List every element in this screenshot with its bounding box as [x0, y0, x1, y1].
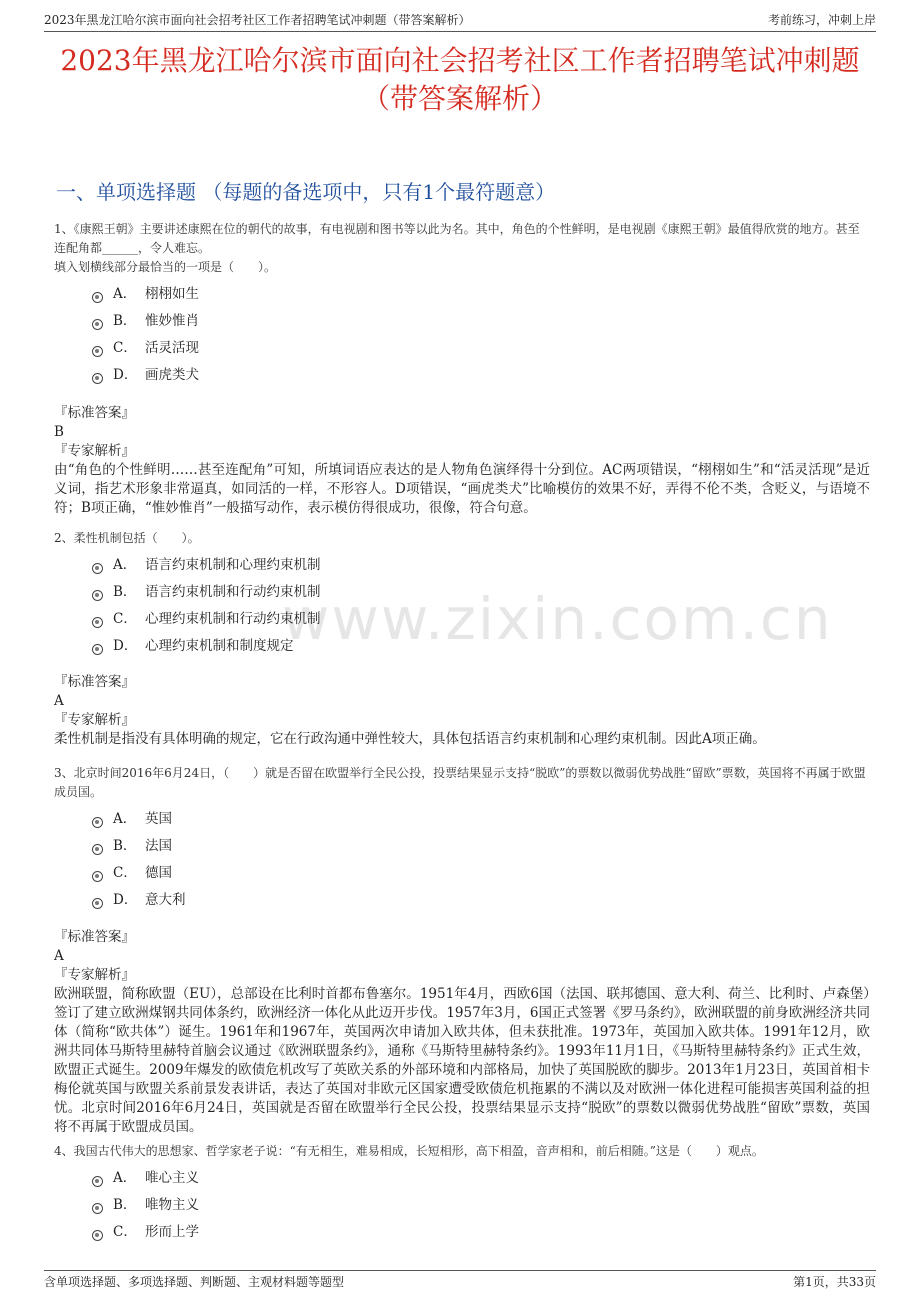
answer-block-2 — [54, 673, 870, 749]
option-c[interactable]: C． 心理约束机制和行动约束机制 — [54, 606, 870, 633]
option-d[interactable]: D． 心理约束机制和制度规定 — [54, 633, 870, 660]
footer-left-text: 含单项选择题、多项选择题、判断题、主观材料题等题型 — [44, 1275, 345, 1289]
answer-value: B — [54, 424, 64, 440]
radio-icon[interactable] — [92, 898, 103, 909]
analysis-label: 『专家解析』 — [54, 443, 135, 459]
page-footer — [44, 1270, 876, 1290]
option-a[interactable]: A． 唯心主义 — [54, 1165, 870, 1192]
analysis-text: 由“角色的个性鲜明……甚至连配角”可知，所填词语应表达的是人物角色演绎得十分到位。AC两项错误，“栩栩如生”和“活灵活现”是近义词，指艺术形象非常逼真，如同活的一样，不形容人。D项错误，“画虎类犬”比喻模仿的效果不好，弄得不伦不类，含贬义，与语境不符；B项正确，“惟妙惟肖”一般描写动作，表示模仿得很成功，很像，符合句意。 — [54, 462, 870, 516]
question-2 — [54, 529, 870, 660]
radio-icon[interactable] — [92, 1176, 103, 1187]
watermark: www.zixin.com.cn — [282, 585, 833, 653]
question-text: 3、北京时间2016年6月24日，（ ）就是否留在欧盟举行全民公投，投票结果显示支持“脱欧”的票数以微弱优势战胜“留欧”票数，英国将不再属于欧盟成员国。 — [54, 766, 866, 799]
option-b[interactable]: B． 语言约束机制和行动约束机制 — [54, 579, 870, 606]
answer-label: 『标准答案』 — [54, 674, 135, 690]
option-b[interactable]: B． 惟妙惟肖 — [54, 308, 870, 335]
answer-label: 『标准答案』 — [54, 929, 135, 945]
radio-icon[interactable] — [92, 346, 103, 357]
question-prompt: 填入划横线部分最恰当的一项是（ ）。 — [54, 260, 277, 274]
header-left-text: 2023年黑龙江哈尔滨市面向社会招考社区工作者招聘笔试冲刺题（带答案解析） — [44, 13, 471, 27]
analysis-label: 『专家解析』 — [54, 967, 135, 983]
option-list — [54, 281, 870, 389]
radio-icon[interactable] — [92, 1203, 103, 1214]
radio-icon[interactable] — [92, 1230, 103, 1241]
section-heading: 一、单项选择题 （每题的备选项中，只有1个最符题意） — [56, 180, 556, 204]
answer-block-1 — [54, 404, 870, 518]
option-list — [54, 552, 870, 660]
document-title: 2023年黑龙江哈尔滨市面向社会招考社区工作者招聘笔试冲刺题（带答案解析） — [60, 44, 860, 115]
page-header — [44, 10, 876, 32]
radio-icon[interactable] — [92, 644, 103, 655]
radio-icon[interactable] — [92, 844, 103, 855]
answer-block-3 — [54, 928, 870, 1137]
option-c[interactable]: C． 德国 — [54, 860, 870, 887]
question-1 — [54, 220, 870, 389]
option-list — [54, 806, 870, 914]
radio-icon[interactable] — [92, 871, 103, 882]
option-d[interactable]: D． 意大利 — [54, 887, 870, 914]
page-number: 第1页，共33页 — [793, 1275, 876, 1289]
answer-value: A — [54, 693, 64, 709]
option-a[interactable]: A． 语言约束机制和心理约束机制 — [54, 552, 870, 579]
question-text: 4、我国古代伟大的思想家、哲学家老子说：“有无相生，难易相成，长短相形，高下相盈，音声相和，前后相随。”这是（ ）观点。 — [54, 1144, 764, 1158]
question-text: 1、《康熙王朝》主要讲述康熙在位的朝代的故事，有电视剧和图书等以此为名。其中，角色的个性鲜明，是电视剧《康熙王朝》最值得欣赏的地方。甚至连配角都______，令人难忘。 — [54, 222, 860, 255]
radio-icon[interactable] — [92, 373, 103, 384]
question-3 — [54, 764, 870, 914]
analysis-label: 『专家解析』 — [54, 712, 135, 728]
option-b[interactable]: B． 唯物主义 — [54, 1192, 870, 1219]
radio-icon[interactable] — [92, 319, 103, 330]
option-b[interactable]: B． 法国 — [54, 833, 870, 860]
option-a[interactable]: A． 英国 — [54, 806, 870, 833]
option-c[interactable]: C． 形而上学 — [54, 1219, 870, 1246]
radio-icon[interactable] — [92, 590, 103, 601]
answer-label: 『标准答案』 — [54, 405, 135, 421]
analysis-text: 柔性机制是指没有具体明确的规定，它在行政沟通中弹性较大，具体包括语言约束机制和心理约束机制。因此A项正确。 — [54, 731, 766, 747]
header-right-text: 考前练习，冲刺上岸 — [767, 13, 876, 27]
radio-icon[interactable] — [92, 817, 103, 828]
radio-icon[interactable] — [92, 617, 103, 628]
option-a[interactable]: A． 栩栩如生 — [54, 281, 870, 308]
radio-icon[interactable] — [92, 563, 103, 574]
option-d[interactable]: D． 画虎类犬 — [54, 362, 870, 389]
radio-icon[interactable] — [92, 292, 103, 303]
option-list — [54, 1165, 870, 1246]
analysis-text: 欧洲联盟，简称欧盟（EU），总部设在比利时首都布鲁塞尔。1951年4月，西欧6国（法国、联邦德国、意大利、荷兰、比利时、卢森堡）签订了建立欧洲煤钢共同体条约，欧洲经济一体化从此迈开步伐。1957年3月，6国正式签署《罗马条约》，欧洲联盟的前身欧洲经济共同体（简称“欧共体”）诞生。1961年和1967年，英国两次申请加入欧共体，但未获批准。1973年，英国加入欧共体。1991年12月，欧洲共同体马斯特里赫特首脑会议通过《欧洲联盟条约》，通称《马斯特里赫特条约》。1993年11月1日，《马斯特里赫特条约》正式生效，欧盟正式诞生。2009年爆发的欧债危机改写了英欧关系的外部环境和内部格局，加快了英国脱欧的脚步。2013年1月23日，英国首相卡梅伦就英国与欧盟关系前景发表讲话，表达了英国对非欧元区国家遭受欧债危机拖累的不满以及对欧洲一体化进程可能损害英国利益的担忧。北京时间2016年6月24日，英国就是否留在欧盟举行全民公投，投票结果显示支持“脱欧”的票数以微弱优势战胜“留欧”票数，英国将不再属于欧盟成员国。 — [54, 986, 870, 1135]
answer-value: A — [54, 948, 64, 964]
question-4 — [54, 1142, 870, 1246]
question-text: 2、柔性机制包括（ ）。 — [54, 531, 200, 545]
option-c[interactable]: C． 活灵活现 — [54, 335, 870, 362]
